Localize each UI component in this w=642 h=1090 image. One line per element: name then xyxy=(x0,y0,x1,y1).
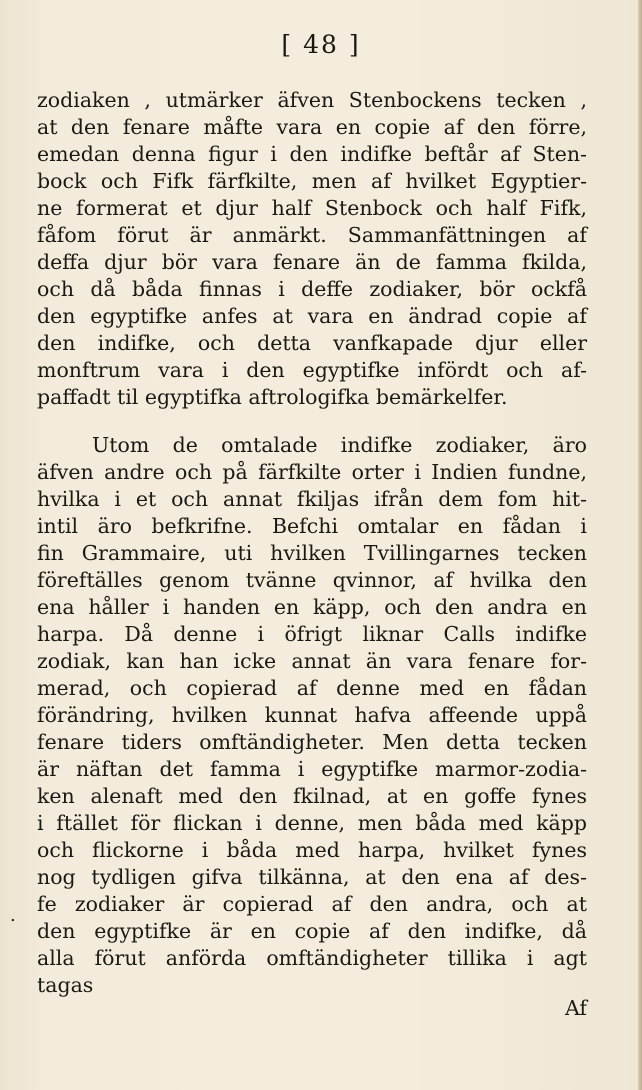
text-line: fenare tiders omftändigheter. Men detta tecken xyxy=(37,730,587,754)
text-line: paffadt til egyptifka aftrologifka bemärkelfer. xyxy=(37,385,508,409)
text-line: hvilka i et och annat fkiljas ifrån dem fom hit- xyxy=(37,487,587,511)
text-line: föreftälles genom tvänne qvinnor, af hvilka den xyxy=(37,568,587,592)
text-line: äfven andre och på färfkilte orter i Indien fundne, xyxy=(37,460,587,484)
margin-mark: . xyxy=(10,905,16,926)
text-line: harpa. Då denne i öfrigt liknar Calls indifke xyxy=(37,622,587,646)
text-line: at den fenare måfte vara en copie af den förre, xyxy=(37,115,587,139)
text-line: och då båda finnas i deffe zodiaker, bör ockfå xyxy=(37,277,587,301)
text-line: zodiaken , utmärker äfven Stenbockens tecken , xyxy=(37,88,587,112)
text-line: fe zodiaker är copierad af den andra, och at xyxy=(37,892,587,916)
text-line: deffa djur bör vara fenare än de famma fkilda, xyxy=(37,250,587,274)
text-line: den egyptifke är en copie af den indifke, då xyxy=(37,919,587,943)
page-edge-shadow xyxy=(638,0,642,1090)
paragraph-1 xyxy=(37,87,587,411)
text-line: alla förut anförda omftändigheter tillika i agt xyxy=(37,946,587,970)
text-line: fåfom förut är anmärkt. Sammanfättningen af xyxy=(37,223,587,247)
text-line: den egyptifke anfes at vara en ändrad copie af xyxy=(37,304,587,328)
text-line: i ftället för flickan i denne, men båda med käpp xyxy=(37,811,587,835)
text-line: emedan denna figur i den indifke beftår af Sten- xyxy=(37,142,587,166)
text-line: nog tydligen gifva tilkänna, at den ena af des- xyxy=(37,865,587,889)
text-line: ena håller i handen en käpp, och den andra en xyxy=(37,595,587,619)
text-line: bock och Fifk färfkilte, men af hvilket Egyptier- xyxy=(37,169,587,193)
page-number: [ 48 ] xyxy=(281,30,361,59)
text-line: zodiak, kan han icke annat än vara fenare for- xyxy=(37,649,587,673)
text-line: tagas xyxy=(37,973,94,997)
text-line: ne formerat et djur half Stenbock och half Fifk, xyxy=(37,196,587,220)
text-line: intil äro befkrifne. Befchi omtalar en fådan i xyxy=(37,514,587,538)
text-line: den indifke, och detta vanfkapade djur eller xyxy=(37,331,587,355)
text-line: monftrum vara i den egyptifke infördt och af- xyxy=(37,358,587,382)
text-line: ken alenaft med den fkilnad, at en goffe fynes xyxy=(37,784,587,808)
text-line: fin Grammaire, uti hvilken Tvillingarnes tecken xyxy=(37,541,587,565)
text-line: är näftan det famma i egyptifke marmor-zodia- xyxy=(37,757,587,781)
text-line: och flickorne i båda med harpa, hvilket fynes xyxy=(37,838,587,862)
text-line: merad, och copierad af denne med en fådan xyxy=(37,676,587,700)
text-line: Utom de omtalade indifke zodiaker, äro xyxy=(92,433,587,457)
text-line: förändring, hvilken kunnat hafva affeende uppå xyxy=(37,703,587,727)
catchword: Af xyxy=(564,996,587,1020)
paragraph-2 xyxy=(37,432,587,999)
